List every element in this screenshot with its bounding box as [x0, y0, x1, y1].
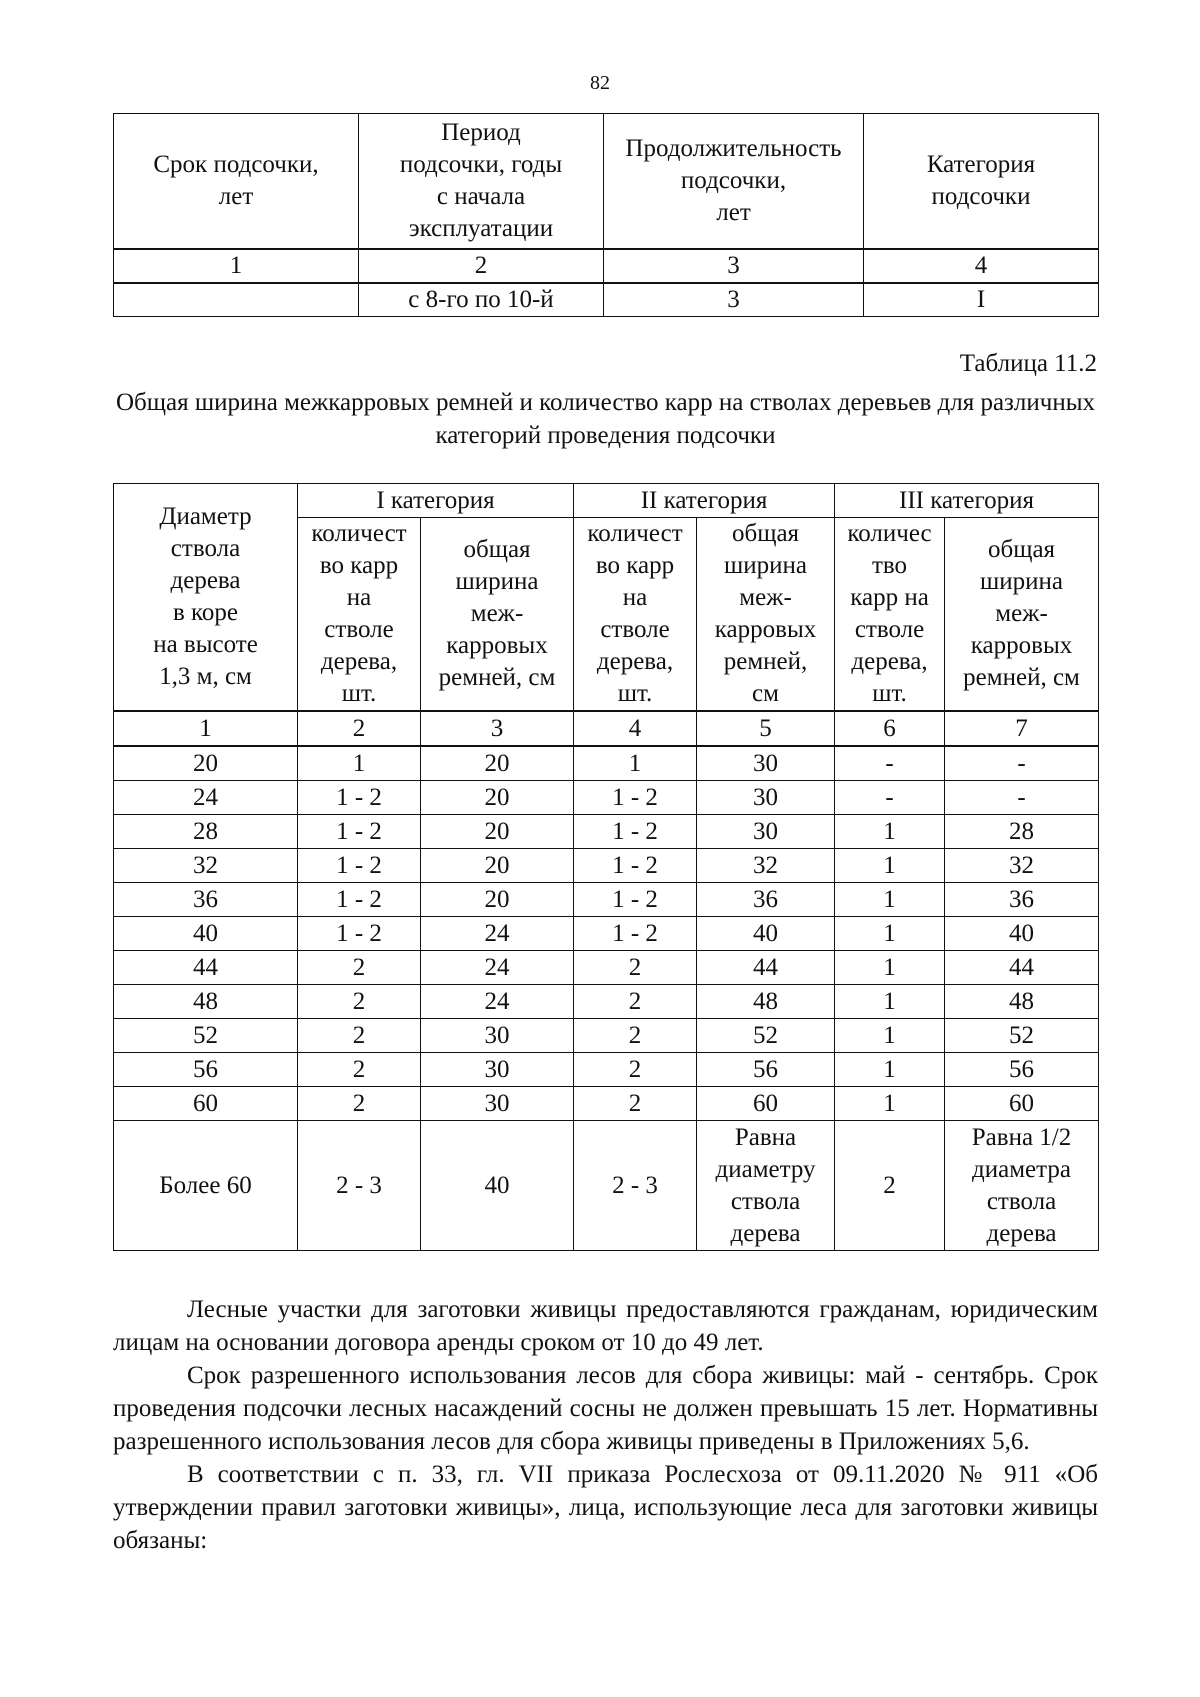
table-row — [114, 985, 1099, 1019]
column-number: 3 — [604, 249, 864, 283]
table-cell: 1 - 2 — [298, 781, 421, 815]
table-cell: 2 — [298, 1019, 421, 1053]
table-cell: 1 — [835, 1053, 945, 1087]
table-cell: 40 — [697, 917, 835, 951]
column-number: 4 — [574, 711, 697, 746]
table-cell: 20 — [114, 746, 298, 781]
table-cell: с 8-го по 10-й — [359, 283, 604, 317]
table-row — [114, 815, 1099, 849]
column-header: Срок подсочки, лет — [114, 114, 359, 250]
column-header: Категория подсочки — [864, 114, 1099, 250]
body-text — [113, 1293, 1098, 1557]
table-cell: Равна диаметру ствола дерева — [697, 1121, 835, 1251]
table-label: Таблица 11.2 — [959, 350, 1097, 377]
table-cell: 52 — [114, 1019, 298, 1053]
table-title: Общая ширина межкарровых ремней и количество карр на стволах деревьев для различных категорий проведения подсочки — [115, 389, 1096, 449]
category-3-header: III категория — [835, 484, 1099, 518]
table-cell: 30 — [697, 781, 835, 815]
table-cell: 30 — [421, 1019, 574, 1053]
table-cell: 1 - 2 — [574, 917, 697, 951]
table-cell: 1 - 2 — [298, 849, 421, 883]
table-cell: 1 - 2 — [298, 815, 421, 849]
table-cell: 2 — [574, 951, 697, 985]
table-cell: 1 — [574, 746, 697, 781]
table-cell: 60 — [114, 1087, 298, 1121]
table-cell: 56 — [945, 1053, 1099, 1087]
table-cell: 1 - 2 — [574, 781, 697, 815]
paragraph: Срок разрешенного использования лесов для сбора живицы: май - сентябрь. Срок проведения подсочки лесных насаждений сосны не должен превышать 15 лет. Нормативны разрешенного использования лесов для сбора живицы приведены в Приложениях 5,6. — [113, 1362, 1098, 1455]
column-number: 4 — [864, 249, 1099, 283]
paragraph: Лесные участки для заготовки живицы предоставляются гражданам, юридическим лицам на основании договора аренды сроком от 10 до 49 лет. — [113, 1296, 1098, 1356]
table-cell: 48 — [697, 985, 835, 1019]
table-cell: 1 — [835, 883, 945, 917]
diameter-header: Диаметр ствола дерева в коре на высоте 1,3 м, см — [114, 484, 298, 712]
table-cell: 30 — [421, 1053, 574, 1087]
table-tapping-categories — [113, 483, 1099, 1251]
table-cell: 1 - 2 — [574, 849, 697, 883]
table-cell: 2 — [574, 985, 697, 1019]
table-cell: 30 — [697, 746, 835, 781]
table-cell: Более 60 — [114, 1121, 298, 1251]
table-cell: 52 — [697, 1019, 835, 1053]
table-cell: 30 — [697, 815, 835, 849]
table-cell: 60 — [697, 1087, 835, 1121]
column-header: Период подсочки, годы с начала эксплуатации — [359, 114, 604, 250]
table-row — [114, 883, 1099, 917]
table-cell: 44 — [697, 951, 835, 985]
table-row — [114, 1053, 1099, 1087]
table-cell: 60 — [945, 1087, 1099, 1121]
table-cell: 36 — [697, 883, 835, 917]
table-cell: 28 — [114, 815, 298, 849]
table-row — [114, 951, 1099, 985]
table-row — [114, 781, 1099, 815]
table-cell: 2 — [574, 1087, 697, 1121]
table-row-more-than-60 — [114, 1121, 1099, 1251]
table-row — [114, 1087, 1099, 1121]
table-cell: 30 — [421, 1087, 574, 1121]
table-cell: 1 — [835, 985, 945, 1019]
paragraph: В соответствии с п. 33, гл. VII приказа Рослесхоза от 09.11.2020 № 911 «Об утверждении правил заготовки живицы», лица, использующие леса для заготовки живицы обязаны: — [113, 1461, 1098, 1554]
column-number-row — [114, 249, 1099, 283]
table-cell: 2 - 3 — [574, 1121, 697, 1251]
table-cell: 24 — [421, 917, 574, 951]
column-subheader: общая ширина меж- карровых ремней, см — [697, 518, 835, 712]
column-number: 1 — [114, 711, 298, 746]
table-cell: 24 — [114, 781, 298, 815]
table-cell: 1 — [835, 951, 945, 985]
table-lease-periods — [113, 113, 1099, 317]
column-number: 2 — [359, 249, 604, 283]
table-row — [114, 283, 1099, 317]
table-cell: 40 — [114, 917, 298, 951]
table-cell: 1 — [835, 1019, 945, 1053]
table-cell: 32 — [697, 849, 835, 883]
table-cell: 44 — [114, 951, 298, 985]
table-cell: 32 — [114, 849, 298, 883]
category-header-row — [114, 484, 1099, 518]
column-subheader: количест во карр на стволе дерева, шт. — [298, 518, 421, 712]
table-cell: 1 - 2 — [298, 883, 421, 917]
table-cell: 52 — [945, 1019, 1099, 1053]
table-cell: 28 — [945, 815, 1099, 849]
table-cell: 2 — [298, 1087, 421, 1121]
table-cell: 20 — [421, 883, 574, 917]
table-cell: 44 — [945, 951, 1099, 985]
table-cell: 2 — [298, 1053, 421, 1087]
table-cell: - — [945, 746, 1099, 781]
table-cell: 24 — [421, 951, 574, 985]
page-number: 82 — [590, 72, 610, 94]
table-row — [114, 746, 1099, 781]
table-row — [114, 917, 1099, 951]
column-subheader: общая ширина меж- карровых ремней, см — [421, 518, 574, 712]
table-cell: - — [835, 781, 945, 815]
table-row — [114, 1019, 1099, 1053]
table-cell: 2 — [298, 985, 421, 1019]
table-header-row — [114, 114, 1099, 250]
table-cell: 2 - 3 — [298, 1121, 421, 1251]
table-cell: 40 — [421, 1121, 574, 1251]
column-number: 7 — [945, 711, 1099, 746]
table-cell — [114, 283, 359, 317]
table-cell: 2 — [298, 951, 421, 985]
table-cell: - — [835, 746, 945, 781]
table-row — [114, 849, 1099, 883]
table-cell: 1 - 2 — [574, 883, 697, 917]
table-cell: 32 — [945, 849, 1099, 883]
table-cell: Равна 1/2 диаметра ствола дерева — [945, 1121, 1099, 1251]
column-subheader: количест во карр на стволе дерева, шт. — [574, 518, 697, 712]
table-cell: 1 - 2 — [574, 815, 697, 849]
table-cell: 1 — [835, 1087, 945, 1121]
table-cell: 3 — [604, 283, 864, 317]
table-cell: 2 — [574, 1053, 697, 1087]
column-subheader: количес тво карр на стволе дерева, шт. — [835, 518, 945, 712]
column-header: Продолжительность подсочки, лет — [604, 114, 864, 250]
table-cell: 56 — [114, 1053, 298, 1087]
table-cell: 40 — [945, 917, 1099, 951]
table-cell: 36 — [114, 883, 298, 917]
category-1-header: I категория — [298, 484, 574, 518]
table-cell: 1 — [835, 849, 945, 883]
table-cell: 2 — [835, 1121, 945, 1251]
column-number-row — [114, 711, 1099, 746]
table-cell: 36 — [945, 883, 1099, 917]
table-cell: 20 — [421, 815, 574, 849]
table-cell: 1 - 2 — [298, 917, 421, 951]
table-cell: 20 — [421, 781, 574, 815]
table-cell: I — [864, 283, 1099, 317]
table-cell: - — [945, 781, 1099, 815]
table-cell: 24 — [421, 985, 574, 1019]
column-subheader: общая ширина меж- карровых ремней, см — [945, 518, 1099, 712]
column-number: 3 — [421, 711, 574, 746]
column-number: 6 — [835, 711, 945, 746]
table-cell: 1 — [835, 815, 945, 849]
table-cell: 48 — [945, 985, 1099, 1019]
table-cell: 20 — [421, 746, 574, 781]
table-cell: 1 — [298, 746, 421, 781]
table-cell: 20 — [421, 849, 574, 883]
table-cell: 48 — [114, 985, 298, 1019]
column-number: 1 — [114, 249, 359, 283]
table-cell: 1 — [835, 917, 945, 951]
category-2-header: II категория — [574, 484, 835, 518]
column-number: 2 — [298, 711, 421, 746]
table-cell: 2 — [574, 1019, 697, 1053]
table-cell: 56 — [697, 1053, 835, 1087]
column-number: 5 — [697, 711, 835, 746]
